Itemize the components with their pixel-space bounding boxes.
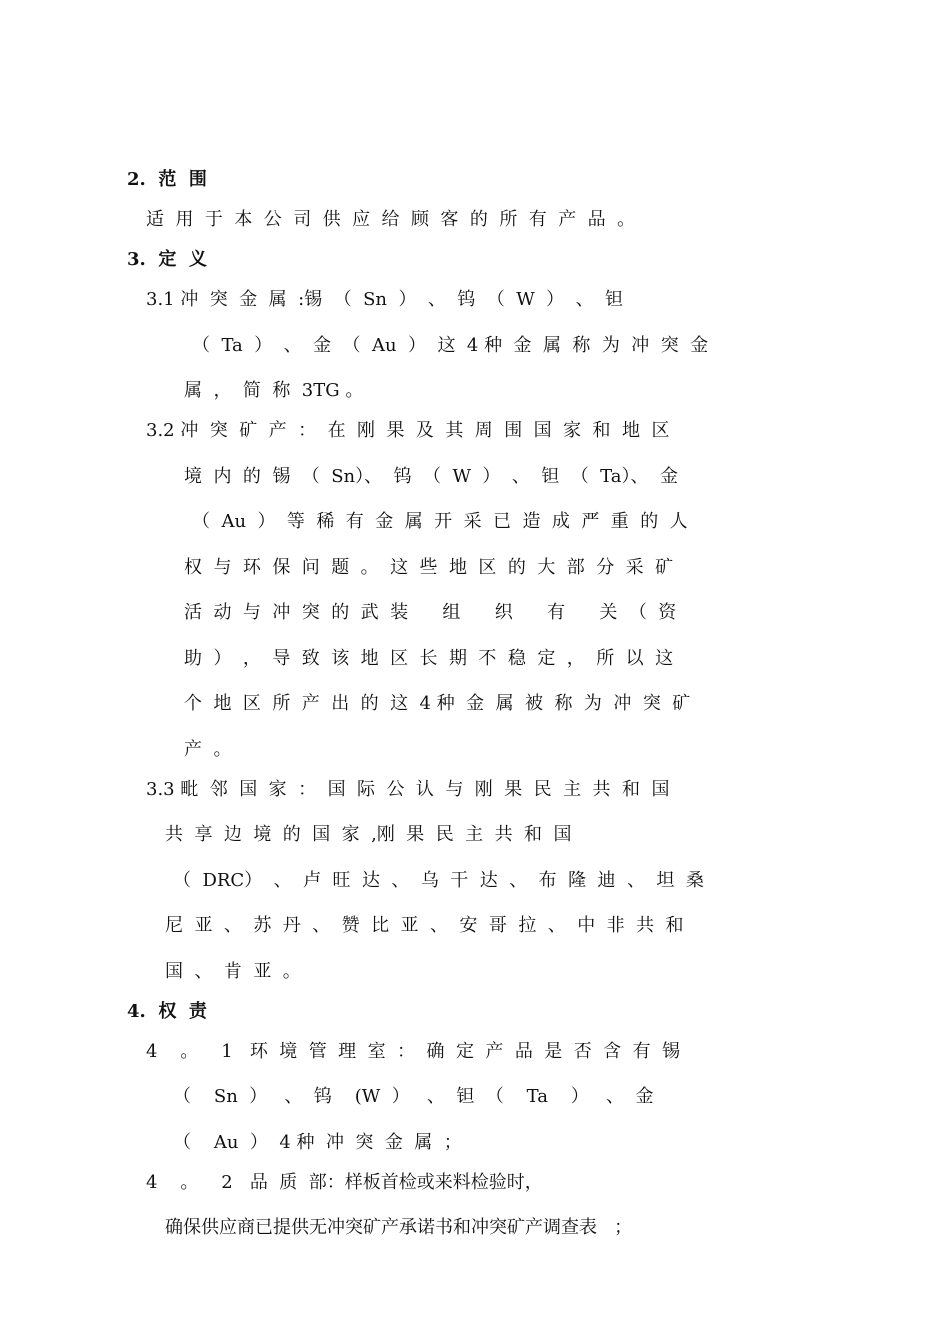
definition-3-3-line-2: 共 享 边 境 的 国 家 ,刚 果 民 主 共 和 国 — [165, 824, 572, 845]
definition-3-3-line-4: 尼 亚 、 苏 丹 、 赞 比 亚 、 安 哥 拉 、 中 非 共 和 — [165, 915, 684, 936]
definition-3-2-line-2: 境 内 的 锡 （ Sn）、 钨 （ W ） 、 钽 （ Ta）、 金 — [184, 466, 678, 487]
definition-3-2-line-5: 活 动 与 冲 突 的 武 装 组 织 有 关 （ 资 — [184, 602, 677, 623]
definition-3-3-line-1: 3.3 毗 邻 国 家 ： 国 际 公 认 与 刚 果 民 主 共 和 国 — [146, 779, 670, 800]
definition-3-3-line-5: 国 、 肯 亚 。 — [165, 961, 301, 982]
definition-3-2-line-8: 产 。 — [184, 739, 232, 760]
section-2-heading: 2. 范 围 — [127, 169, 207, 190]
responsibility-4-1-line-3: （ Au ） 4 种 冲 突 金 属 ； — [173, 1132, 462, 1153]
definition-3-1-line-1: 3.1 冲 突 金 属 :锡 （ Sn ） 、 钨 （ W ） 、 钽 — [146, 289, 624, 310]
responsibility-4-1-line-2: （ Sn ） 、 钨 (W ） 、 钽 （ Ta ） 、 金 — [173, 1086, 654, 1107]
responsibility-4-1-line-1: 4 。 1 环 境 管 理 室 ： 确 定 产 品 是 否 含 有 锡 — [146, 1041, 681, 1062]
section-2-line-1: 适 用 于 本 公 司 供 应 给 顾 客 的 所 有 产 品 。 — [146, 209, 636, 230]
responsibility-4-2-line-2: 确保供应商已提供无冲突矿产承诺书和冲突矿产调查表 ； — [165, 1217, 633, 1238]
section-4-heading: 4. 权 责 — [127, 1001, 207, 1022]
definition-3-2-line-6: 助 ） ， 导 致 该 地 区 长 期 不 稳 定 ， 所 以 这 — [184, 648, 674, 669]
section-3-heading: 3. 定 义 — [127, 249, 207, 270]
definition-3-2-line-1: 3.2 冲 突 矿 产 ： 在 刚 果 及 其 周 围 国 家 和 地 区 — [146, 420, 670, 441]
definition-3-1-line-3: 属 ， 简 称 3TG 。 — [184, 380, 364, 401]
definition-3-2-line-4: 权 与 环 保 问 题 。 这 些 地 区 的 大 部 分 采 矿 — [184, 557, 674, 578]
responsibility-4-2-line-1: 4 。 2 品 质 部：样板首检或来料检验时， — [146, 1172, 543, 1193]
definition-3-3-line-3: （ DRC） 、 卢 旺 达 、 乌 干 达 、 布 隆 迪 、 坦 桑 — [173, 870, 704, 891]
definition-3-1-line-2: （ Ta ） 、 金 （ Au ） 这 4 种 金 属 称 为 冲 突 金 — [192, 335, 709, 356]
definition-3-2-line-7: 个 地 区 所 产 出 的 这 4 种 金 属 被 称 为 冲 突 矿 — [184, 693, 691, 714]
definition-3-2-line-3: （ Au ） 等 稀 有 金 属 开 采 已 造 成 严 重 的 人 — [192, 511, 688, 532]
